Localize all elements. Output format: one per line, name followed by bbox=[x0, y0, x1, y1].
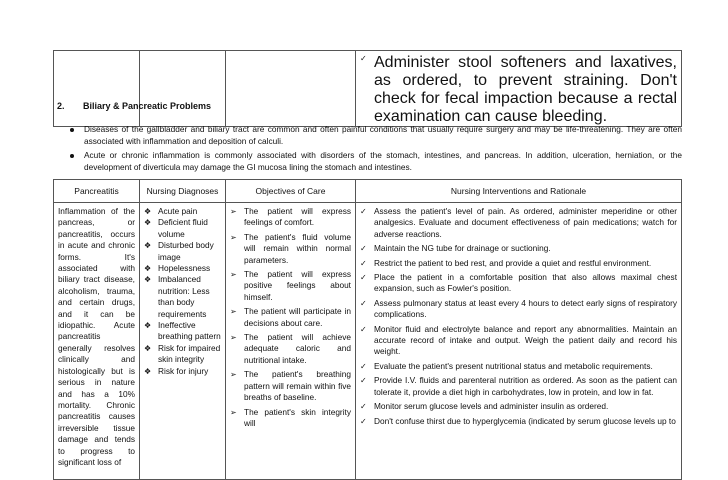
objectives-cell bbox=[226, 203, 356, 480]
list-item bbox=[144, 320, 221, 343]
empty-cell bbox=[140, 51, 226, 127]
list-item-text: The patient will participate in decisions about care. bbox=[244, 306, 351, 328]
list-item-text: Risk for impaired skin integrity bbox=[158, 342, 221, 365]
list-item bbox=[144, 343, 221, 366]
bullet-mark-icon: ❖ bbox=[144, 343, 152, 353]
bullet-mark-icon: ✓ bbox=[360, 324, 367, 334]
check-icon: ✓ bbox=[360, 54, 367, 63]
list-item bbox=[144, 366, 221, 377]
column-header: Objectives of Care bbox=[226, 180, 356, 203]
list-item bbox=[144, 240, 221, 263]
section-number: 2. bbox=[57, 101, 65, 111]
list-item-text: Disturbed body image bbox=[158, 240, 214, 262]
list-item bbox=[360, 272, 677, 295]
list-item bbox=[230, 206, 351, 229]
bullet-mark-icon: ❖ bbox=[144, 366, 152, 376]
column-header: Nursing Interventions and Rationale bbox=[356, 180, 682, 203]
bullet-mark-icon: ✓ bbox=[360, 244, 367, 254]
list-item bbox=[360, 361, 677, 372]
list-item-text: Restrict the patient to bed rest, and provide a quiet and restful environment. bbox=[374, 257, 652, 268]
list-item-text: Monitor fluid and electrolyte balance and report any abnormalities. Maintain an accurate record of intake and output. Weigh the patient daily and record his weight. bbox=[374, 323, 677, 357]
list-item-text: Acute pain bbox=[158, 206, 198, 216]
list-item bbox=[144, 263, 221, 274]
section-heading bbox=[57, 101, 211, 111]
section-title: Biliary & Pancreatic Problems bbox=[83, 101, 212, 111]
list-item-text: The patient will achieve adequate caloric and nutritional intake. bbox=[244, 332, 351, 365]
intervention-cell bbox=[356, 51, 682, 127]
list-item bbox=[230, 369, 351, 403]
table-row bbox=[54, 51, 682, 127]
list-item bbox=[360, 298, 677, 321]
list-item-text: The patient's fluid volume will remain within normal parameters. bbox=[244, 231, 351, 265]
list-item bbox=[360, 324, 677, 358]
column-header: Nursing Diagnoses bbox=[140, 180, 226, 203]
bullet-mark-icon: ❖ bbox=[144, 241, 152, 251]
bullet-mark-icon: ➢ bbox=[230, 407, 237, 417]
bullet-mark-icon: ➢ bbox=[230, 307, 237, 317]
list-item bbox=[144, 274, 221, 320]
list-item-text: The patient's skin integrity will bbox=[244, 406, 351, 428]
table-row bbox=[54, 203, 682, 480]
pancreatitis-cell bbox=[54, 203, 140, 480]
bullet-mark-icon: ❖ bbox=[144, 321, 152, 331]
empty-cell bbox=[54, 51, 140, 127]
bullet-mark-icon: ✓ bbox=[360, 298, 367, 308]
list-item-text: Risk for injury bbox=[158, 365, 209, 376]
list-item bbox=[230, 332, 351, 366]
list-item bbox=[360, 375, 677, 398]
bullet-mark-icon: ➢ bbox=[230, 270, 237, 280]
list-item bbox=[230, 232, 351, 266]
intervention-text: Administer stool softeners and laxatives, as ordered, to prevent straining. Don't check for fecal impaction because a rectal examination can cause bleeding. bbox=[374, 54, 677, 125]
pancreatitis-care-table bbox=[53, 179, 682, 480]
column-header: Pancreatitis bbox=[54, 180, 140, 203]
bullet-mark-icon: ❖ bbox=[144, 264, 152, 274]
interventions-cell bbox=[356, 203, 682, 480]
list-item bbox=[144, 206, 221, 217]
table-header-row bbox=[54, 180, 682, 203]
list-item-text: Assess the patient's level of pain. As ordered, administer meperidine or other analgesics. Evaluate and document effectiveness of pain medications; watch for adverse reactions. bbox=[374, 206, 677, 239]
list-item-text: Place the patient in a comfortable position that also allows maximal chest expansion, such as Fowler's position. bbox=[374, 272, 677, 294]
list-item bbox=[360, 206, 677, 240]
bullet-mark-icon: ➢ bbox=[230, 207, 237, 216]
list-item: Acute or chronic inflammation is commonly associated with disorders of the stomach, intestines, and pancreas. In addition, ulceration, herniation, or the development of diverticula may damage the GI mucosa lining the stomach and intestines. bbox=[70, 150, 682, 173]
interventions-list bbox=[356, 203, 681, 427]
list-item-text: Don't confuse thirst due to hyperglycemia (indicated by serum glucose levels up to bbox=[374, 415, 676, 426]
empty-cell bbox=[226, 51, 356, 127]
bullet-mark-icon: ❖ bbox=[144, 275, 152, 285]
list-item-text: Evaluate the patient's present nutritional status and metabolic requirements. bbox=[374, 360, 653, 371]
continued-care-table bbox=[53, 50, 682, 127]
list-item bbox=[360, 258, 677, 269]
list-item-text: The patient's breathing pattern will remain within five breaths of baseline. bbox=[244, 369, 351, 403]
bullet-mark-icon: ❖ bbox=[144, 218, 152, 228]
list-item-text: Deficient fluid volume bbox=[158, 217, 208, 239]
bullet-mark-icon: ✓ bbox=[360, 361, 367, 371]
list-item-text: The patient will express positive feelings about himself. bbox=[244, 269, 351, 302]
list-item bbox=[360, 416, 677, 427]
bullet-mark-icon: ➢ bbox=[230, 333, 237, 343]
list-item-text: Provide I.V. fluids and parenteral nutrition as ordered. As soon as the patient can tolerate it, provide a diet high in carbohydrates, low in protein, and low in fat. bbox=[374, 375, 677, 397]
list-item bbox=[230, 306, 351, 329]
list-item bbox=[230, 407, 351, 430]
objectives-list bbox=[226, 203, 355, 429]
list-item bbox=[144, 217, 221, 240]
list-item: Diseases of the gallbladder and biliary tract are common and often painful conditions that usually require surgery and may be life-threatening. They are often associated with inflammation and deposition of calculi. bbox=[70, 124, 682, 147]
list-item-text: Imbalanced nutrition: Less than body requirements bbox=[158, 274, 210, 319]
bullet-mark-icon: ✓ bbox=[360, 207, 367, 216]
list-item-text: Assess pulmonary status at least every 4 hours to detect early signs of respiratory complications. bbox=[374, 297, 677, 320]
bullet-mark-icon: ✓ bbox=[360, 258, 367, 268]
bullet-mark-icon: ❖ bbox=[144, 207, 152, 216]
list-item-text: Ineffective breathing pattern bbox=[158, 320, 221, 342]
diagnoses-list bbox=[140, 203, 225, 377]
bullet-mark-icon: ✓ bbox=[360, 416, 367, 426]
list-item bbox=[230, 269, 351, 303]
bullet-mark-icon: ✓ bbox=[360, 273, 367, 283]
list-item-text: The patient will express feelings of comfort. bbox=[244, 206, 351, 228]
pancreatitis-description: Inflammation of the pancreas, or pancreatitis, occurs in acute and chronic forms. It's associated with biliary tract disease, alcoholism, trauma, and certain drugs, and it can be idiopathic. Acute pancreatitis generally resolves clinically and histologically but is serious in nature and has a 10% mortality. Chronic pancreatitis causes irreversible tissue damage and tends to progress to significant loss of bbox=[58, 206, 135, 467]
list-item bbox=[360, 243, 677, 254]
bullet-mark-icon: ✓ bbox=[360, 402, 367, 412]
list-item-text: Hopelessness bbox=[158, 263, 211, 274]
list-item-text: Maintain the NG tube for drainage or suctioning. bbox=[374, 243, 551, 254]
diagnoses-cell bbox=[140, 203, 226, 480]
bullet-mark-icon: ✓ bbox=[360, 376, 367, 386]
bullet-mark-icon: ➢ bbox=[230, 370, 237, 380]
list-item-text: Monitor serum glucose levels and administer insulin as ordered. bbox=[374, 401, 609, 412]
list-item bbox=[360, 401, 677, 412]
list-item bbox=[360, 54, 677, 126]
bullet-mark-icon: ➢ bbox=[230, 232, 237, 242]
section-bullets bbox=[70, 124, 682, 176]
